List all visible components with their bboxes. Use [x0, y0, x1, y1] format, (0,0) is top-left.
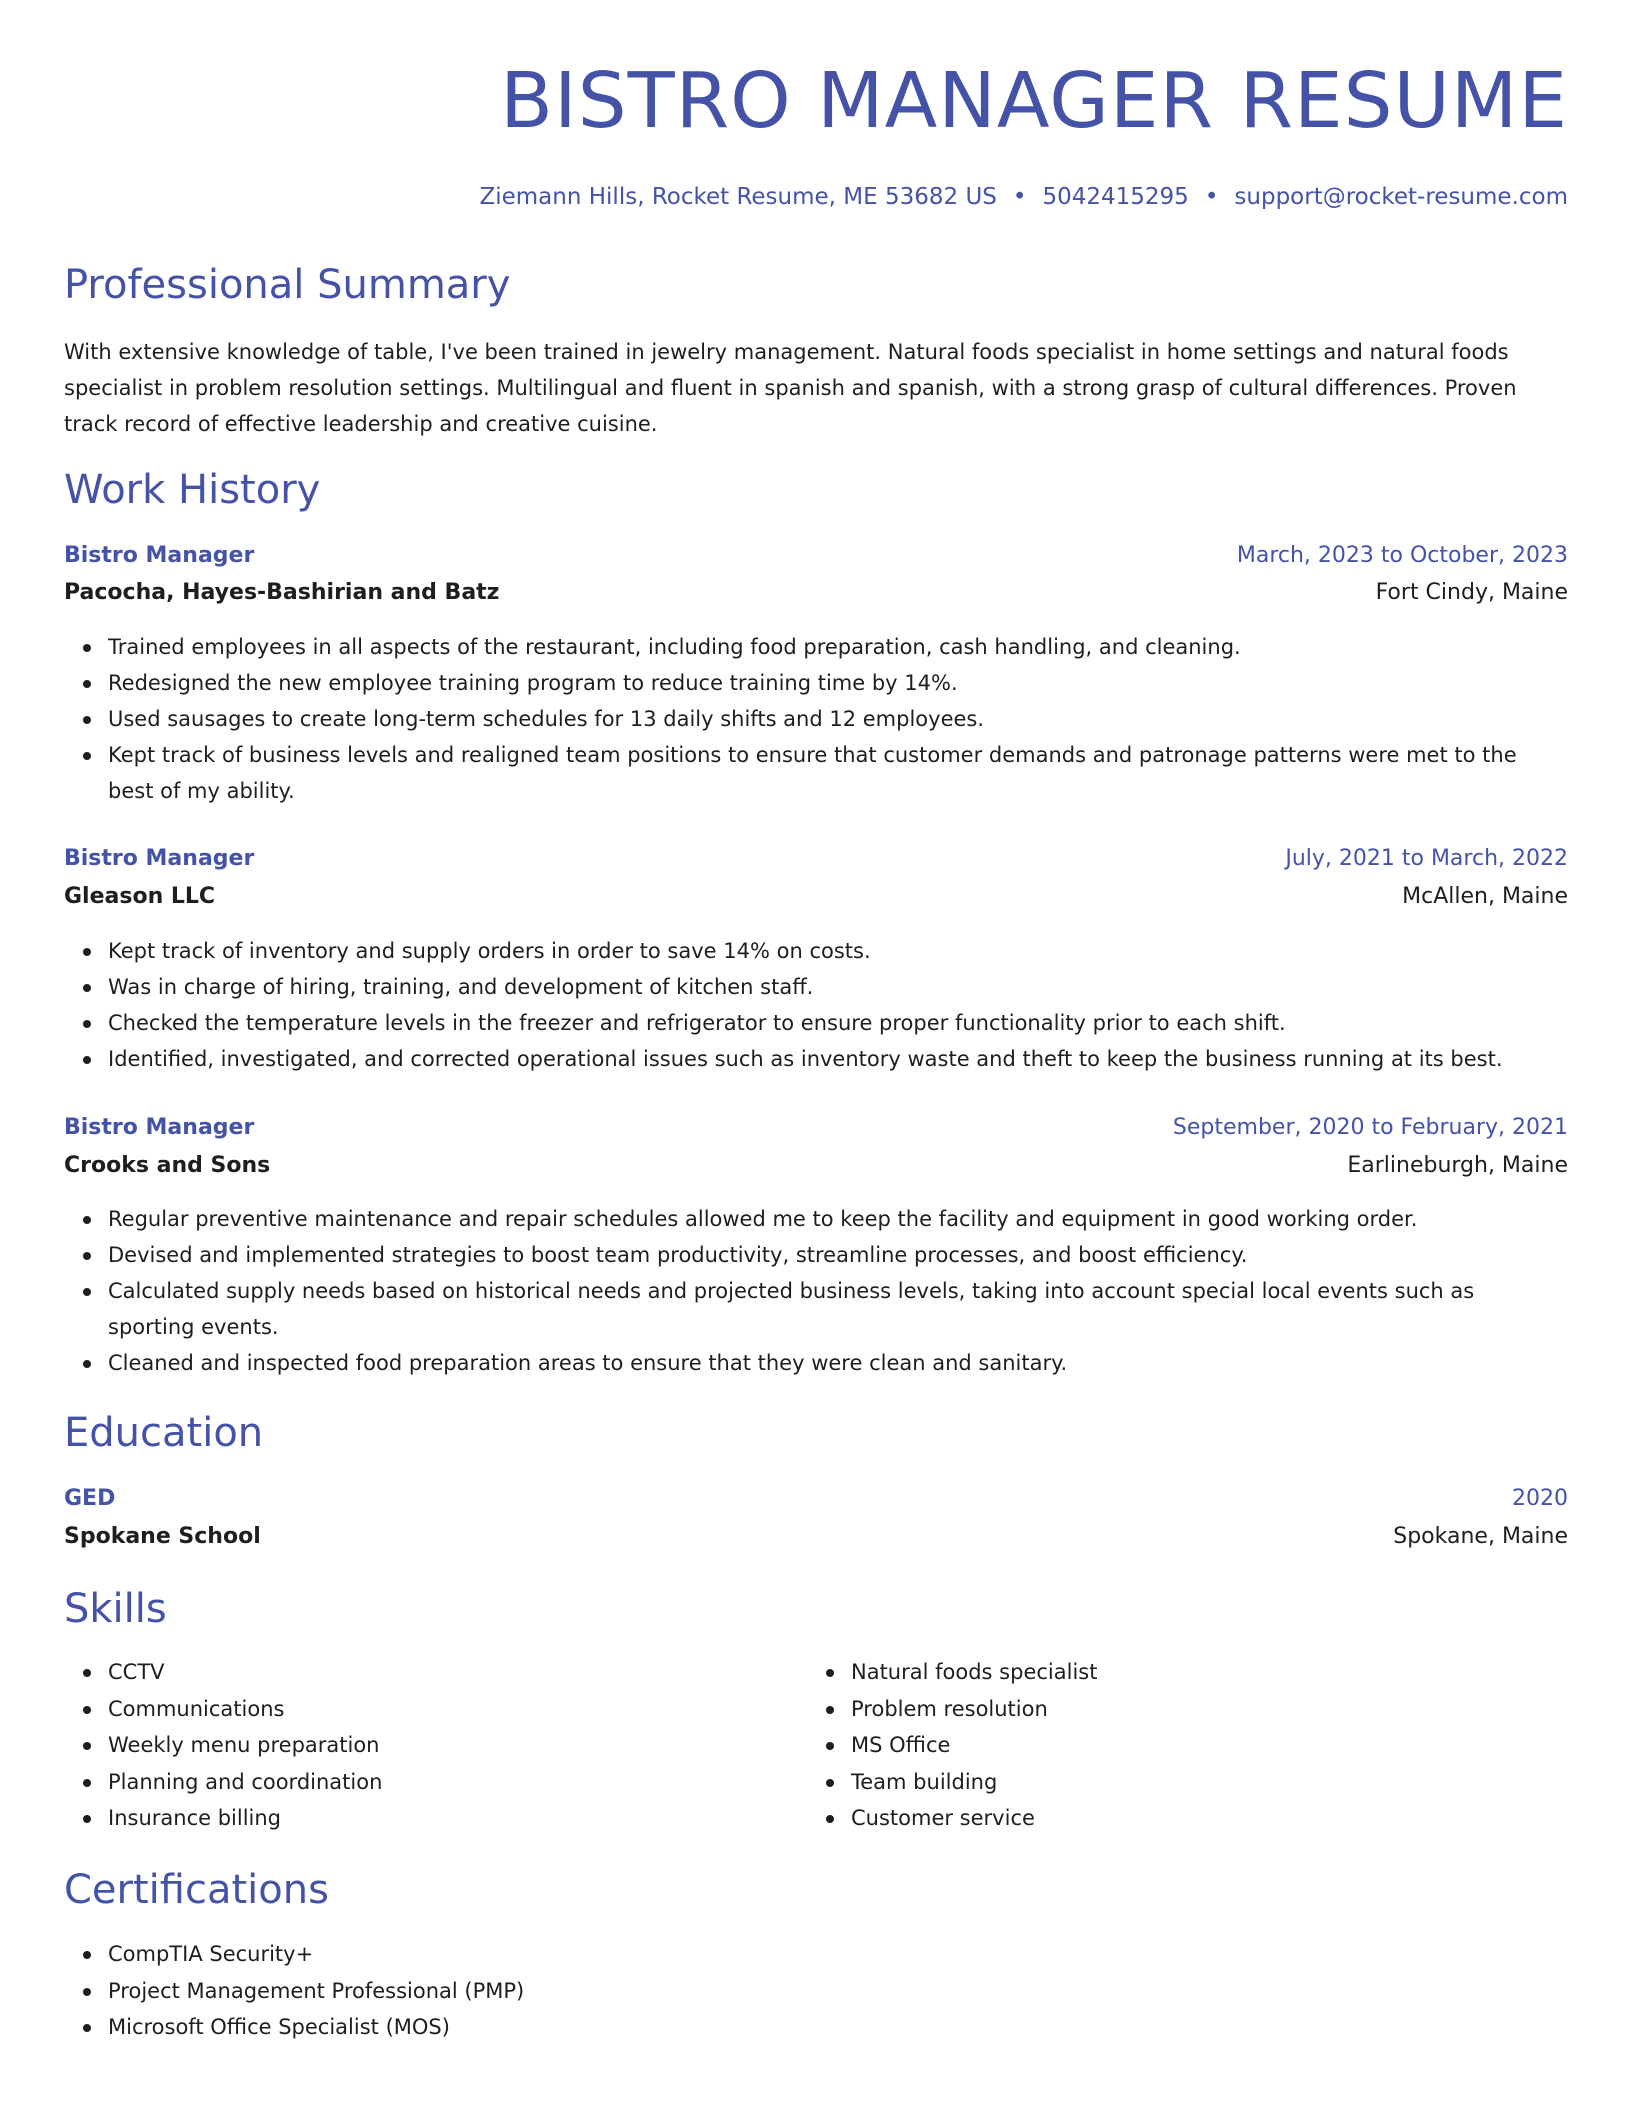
contact-line [479, 181, 1568, 213]
job-location: Fort Cindy, Maine [1375, 580, 1568, 605]
job-header-row [64, 842, 1568, 876]
education-header-row [64, 1482, 1568, 1516]
job-location: McAllen, Maine [1402, 884, 1568, 909]
summary-heading: Professional Summary [64, 262, 511, 308]
list-item: Checked the temperature levels in the freezer and refrigerator to ensure proper functionality prior to each shift. [108, 1005, 1568, 1041]
skill-item: Team building [851, 1764, 1507, 1801]
contact-email: support@rocket-resume.com [1234, 184, 1568, 210]
separator-dot: • [1012, 184, 1027, 210]
skill-item: Planning and coordination [108, 1764, 764, 1801]
job-title: Bistro Manager [64, 1115, 255, 1140]
skill-item: CCTV [108, 1654, 764, 1691]
summary-text: With extensive knowledge of table, I've been trained in jewelry management. Natural foods specialist in home settings and natural foods specialist in problem resolution settings. Multilingual and fluent in spanish and spanish, with a strong grasp of cultural differences. Proven track record of effective leadership and creative cuisine. [64, 340, 1517, 436]
skill-item: Weekly menu preparation [108, 1727, 764, 1764]
job-location: Earlineburgh, Maine [1347, 1153, 1568, 1178]
list-item: Identified, investigated, and corrected operational issues such as inventory waste and theft to keep the business running at its best. [108, 1041, 1568, 1077]
job-company-row [64, 1149, 1568, 1183]
list-item: Kept track of business levels and realigned team positions to ensure that customer demands and patronage patterns were met to the best of my ability. [108, 737, 1568, 809]
separator-dot: • [1204, 184, 1219, 210]
job-bullets [64, 1201, 1568, 1381]
job-company-row [64, 576, 1568, 610]
work-history-heading: Work History [64, 467, 321, 513]
job-bullets [64, 933, 1568, 1077]
education-school: Spokane School [64, 1524, 261, 1549]
contact-phone: 5042415295 [1042, 184, 1189, 210]
skill-item: MS Office [851, 1727, 1507, 1764]
skill-item: Communications [108, 1691, 764, 1728]
skill-item: Natural foods specialist [851, 1654, 1507, 1691]
job-title: Bistro Manager [64, 846, 255, 871]
job-company: Gleason LLC [64, 884, 216, 909]
job-header-row [64, 1111, 1568, 1145]
certifications-heading: Certifications [64, 1867, 329, 1913]
education-heading: Education [64, 1410, 264, 1456]
job-bullets [64, 629, 1568, 809]
education-school-row [64, 1520, 1568, 1554]
list-item: Devised and implemented strategies to boost team productivity, streamline processes, and boost efficiency. [108, 1237, 1568, 1273]
job-dates: March, 2023 to October, 2023 [1236, 543, 1568, 568]
list-item: Calculated supply needs based on historical needs and projected business levels, taking into account special local events such as sporting events. [108, 1273, 1568, 1345]
skill-item: Problem resolution [851, 1691, 1507, 1728]
education-year: 2020 [1512, 1486, 1568, 1511]
skills-list-right [807, 1654, 1507, 1837]
contact-address: Ziemann Hills, Rocket Resume, ME 53682 US [479, 184, 997, 210]
job-dates: September, 2020 to February, 2021 [1172, 1115, 1568, 1140]
list-item: Redesigned the new employee training program to reduce training time by 14%. [108, 665, 1568, 701]
job-company-row [64, 880, 1568, 914]
education-degree: GED [64, 1486, 116, 1511]
skills-list-left [64, 1654, 764, 1837]
job-company: Pacocha, Hayes-Bashirian and Batz [64, 580, 500, 605]
certification-item: CompTIA Security+ [108, 1936, 764, 1973]
resume-title: BISTRO MANAGER RESUME [500, 57, 1568, 146]
list-item: Cleaned and inspected food preparation areas to ensure that they were clean and sanitary. [108, 1345, 1568, 1381]
education-location: Spokane, Maine [1393, 1524, 1568, 1549]
certifications-list [64, 1936, 764, 2046]
skill-item: Insurance billing [108, 1800, 764, 1837]
list-item: Used sausages to create long-term schedules for 13 daily shifts and 12 employees. [108, 701, 1568, 737]
list-item: Trained employees in all aspects of the restaurant, including food preparation, cash handling, and cleaning. [108, 629, 1568, 665]
list-item: Was in charge of hiring, training, and development of kitchen staff. [108, 969, 1568, 1005]
job-company: Crooks and Sons [64, 1153, 271, 1178]
job-title: Bistro Manager [64, 543, 255, 568]
skills-heading: Skills [64, 1586, 167, 1632]
list-item: Regular preventive maintenance and repair schedules allowed me to keep the facility and equipment in good working order. [108, 1201, 1568, 1237]
list-item: Kept track of inventory and supply orders in order to save 14% on costs. [108, 933, 1568, 969]
certification-item: Microsoft Office Specialist (MOS) [108, 2009, 764, 2046]
job-dates: July, 2021 to March, 2022 [1285, 846, 1568, 871]
skill-item: Customer service [851, 1800, 1507, 1837]
certification-item: Project Management Professional (PMP) [108, 1973, 764, 2010]
job-header-row [64, 539, 1568, 573]
